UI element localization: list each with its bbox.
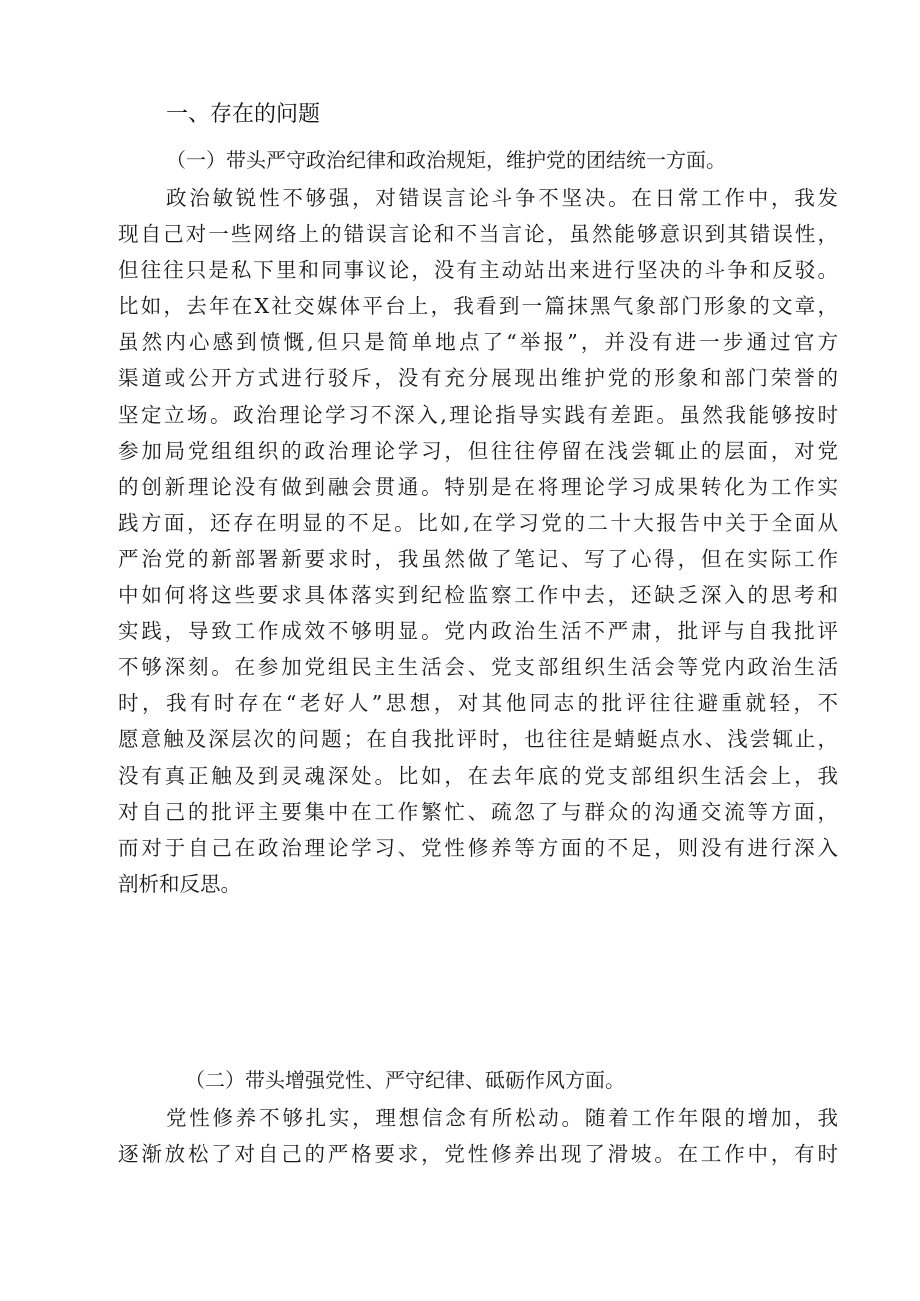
text-line: 对自己的批评主要集中在工作繁忙、疏忽了与群众的沟通交流等方面， [118,799,838,824]
text-line: 的创新理论没有做到融会贯通。特别是在将理论学习成果转化为工作实 [118,474,838,499]
text-line: 践方面，还存在明显的不足。比如,在学习党的二十大报告中关于全面从 [118,510,838,535]
text-line: 党性修养不够扎实，理想信念有所松动。随着工作年限的增加，我 [166,1106,838,1130]
text-line: 坚定立场。政治理论学习不深入,理论指导实践有差距。虽然我能够按时 [118,402,838,427]
text-line: 没有真正触及到灵魂深处。比如，在去年底的党支部组织生活会上，我 [118,763,838,788]
text-line: 渠道或公开方式进行驳斥，没有充分展现出维护党的形象和部门荣誉的 [118,366,838,391]
text-line: 逐渐放松了对自己的严格要求，党性修养出现了滑坡。在工作中，有时 [118,1142,838,1167]
text-line: 政治敏锐性不够强，对错误言论斗争不坚决。在日常工作中，我发 [166,186,838,210]
text-line: 不够深刻。在参加党组民主生活会、党支部组织生活会等党内政治生活 [118,655,838,680]
text-line: 剖析和反思。 [118,871,241,896]
text-line: 但往往只是私下里和同事议论，没有主动站出来进行坚决的斗争和反驳。 [118,258,838,283]
text-line: 比如，去年在X社交媒体平台上，我看到一篇抹黑气象部门形象的文章， [118,294,838,319]
subsection-heading-1: （一）带头严守政治纪律和政治规矩，维护党的团结统一方面。 [166,148,726,172]
subsection-heading-2: （二）带头增强党性、严守纪律、砥砺作风方面。 [185,1068,625,1092]
text-line: 虽然内心感到愤慨,但只是简单地点了“举报”，并没有进一步通过官方 [118,330,838,355]
paragraph-2 [118,1100,838,1172]
text-line: 而对于自己在政治理论学习、党性修养等方面的不足，则没有进行深入 [118,835,838,860]
text-line: 时，我有时存在“老好人”思想，对其他同志的批评往往避重就轻，不 [118,691,838,716]
text-line: 实践，导致工作成效不够明显。党内政治生活不严肃，批评与自我批评 [118,619,838,644]
text-line: 愿意触及深层次的问题；在自我批评时，也往往是蜻蜓点水、浅尝辄止， [118,727,838,752]
paragraph-1 [118,180,838,902]
text-line: 中如何将这些要求具体落实到纪检监察工作中去，还缺乏深入的思考和 [118,583,838,608]
text-line: 严治党的新部署新要求时，我虽然做了笔记、写了心得，但在实际工作 [118,546,838,571]
text-line: 参加局党组组织的政治理论学习，但往往停留在浅尝辄止的层面，对党 [118,438,838,463]
section-heading: 一、存在的问题 [166,102,321,127]
text-line: 现自己对一些网络上的错误言论和不当言论，虽然能够意识到其错误性， [118,222,838,247]
